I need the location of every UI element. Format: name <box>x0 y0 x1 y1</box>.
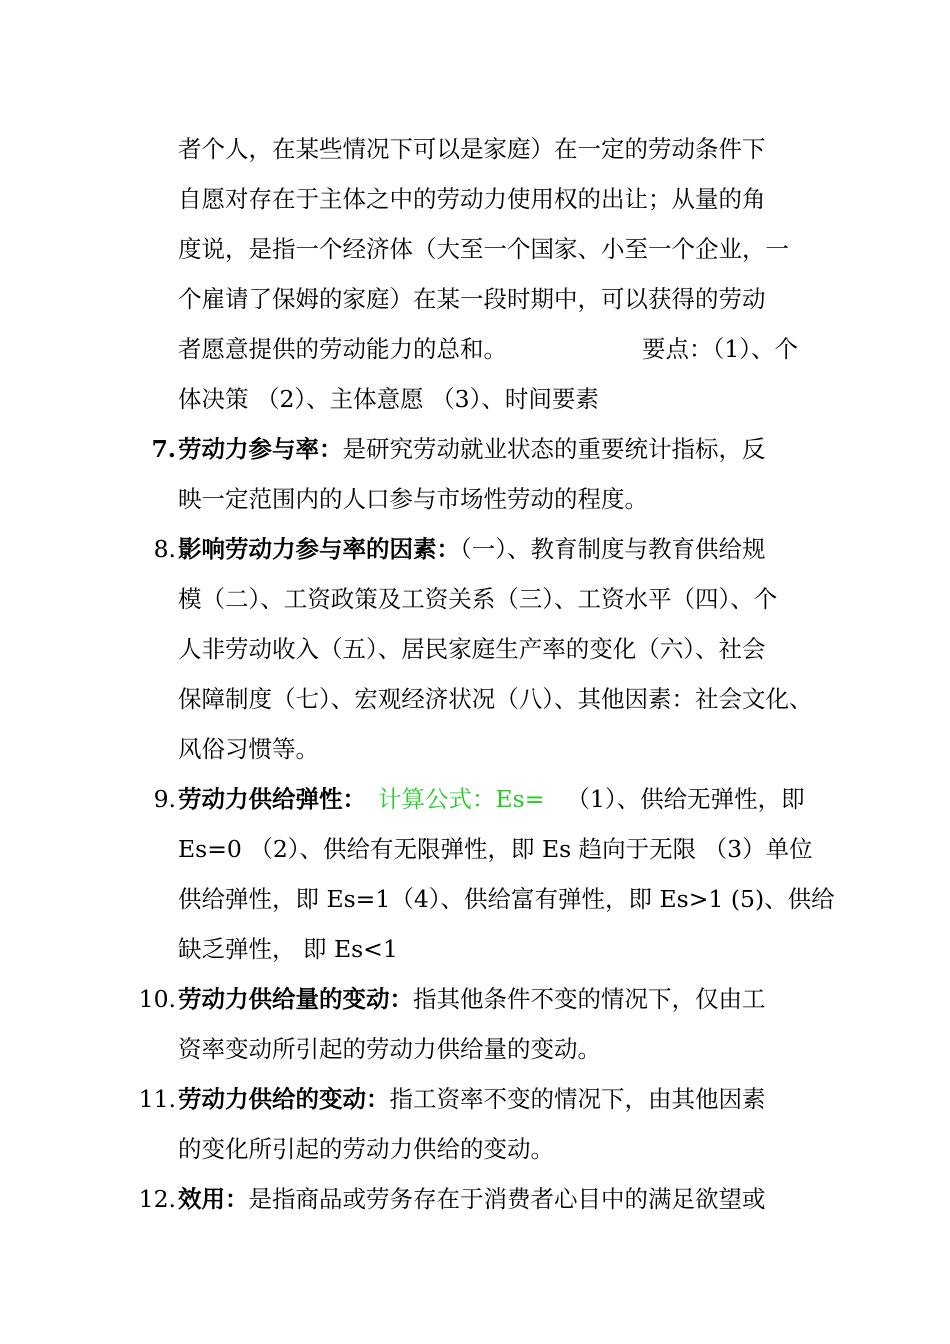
item-text: 是研究劳动就业状态的重要统计指标，反 <box>342 435 766 463</box>
item-line: 的变化所引起的劳动力供给的变动。 <box>178 1135 554 1163</box>
item-text: 指其他条件不变的情况下，仅由工 <box>413 985 766 1013</box>
item-line: 资率变动所引起的劳动力供给量的变动。 <box>178 1035 601 1063</box>
item-number: 8. <box>153 535 176 563</box>
item-term: 影响劳动力参与率的因素： <box>178 535 460 563</box>
item-number: 10. <box>138 985 176 1013</box>
item-first-line <box>178 1084 766 1114</box>
item-number: 7. <box>151 435 176 463</box>
item-line: Es=0 （2）、供给有无限弹性，即 Es 趋向于无限 （3）单位 <box>178 835 813 863</box>
item-first-line <box>178 1184 766 1214</box>
item-number: 9. <box>153 785 176 813</box>
continuation-line: 体决策 （2）、主体意愿 （3）、时间要素 <box>178 385 599 413</box>
item-first-line <box>178 784 805 814</box>
continuation-line: 个雇请了保姆的家庭）在某一段时期中，可以获得的劳动 <box>178 285 766 313</box>
key-points-label: 要点：（1）、个 <box>642 335 798 363</box>
item-text: 是指商品或劳务存在于消费者心目中的满足欲望或 <box>248 1185 766 1213</box>
formula-label: 计算公式：Es= <box>378 785 545 813</box>
item-line: 保障制度（七）、宏观经济状况（八）、其他因素：社会文化、 <box>178 685 813 713</box>
item-line: 映一定范围内的人口参与市场性劳动的程度。 <box>178 485 648 513</box>
item-line: 缺乏弹性， 即 Es<1 <box>178 935 398 963</box>
item-term: 劳动力参与率： <box>178 435 343 463</box>
item-line: 风俗习惯等。 <box>178 735 319 763</box>
item-text: 指工资率不变的情况下，由其他因素 <box>389 1085 766 1113</box>
item-first-line <box>178 434 766 464</box>
item-line: 供给弹性，即 Es=1（4）、供给富有弹性，即 Es>1 (5)、供给 <box>178 885 835 913</box>
item-term: 劳动力供给量的变动： <box>178 985 413 1013</box>
item-number: 12. <box>138 1185 176 1213</box>
continuation-line: 度说，是指一个经济体（大至一个国家、小至一个企业，一 <box>178 235 789 263</box>
continuation-line: 者个人，在某些情况下可以是家庭）在一定的劳动条件下 <box>178 135 766 163</box>
item-first-line <box>178 984 766 1014</box>
item-line: 模（二）、工资政策及工资关系（三）、工资水平（四）、个 <box>178 585 778 613</box>
continuation-text: 者愿意提供的劳动能力的总和。 <box>178 335 507 363</box>
item-line: 人非劳动收入（五）、居民家庭生产率的变化（六）、社会 <box>178 635 766 663</box>
item-text: （一）、教育制度与教育供给规 <box>460 535 766 563</box>
continuation-line: 自愿对存在于主体之中的劳动力使用权的出让；从量的角 <box>178 185 766 213</box>
item-term: 效用： <box>178 1185 249 1213</box>
item-number: 11. <box>138 1085 176 1113</box>
item-term: 劳动力供给弹性： <box>178 785 366 813</box>
continuation-line <box>178 334 507 364</box>
item-first-line <box>178 534 766 564</box>
item-text: （1）、供给无弹性，即 <box>566 785 805 813</box>
item-term: 劳动力供给的变动： <box>178 1085 390 1113</box>
